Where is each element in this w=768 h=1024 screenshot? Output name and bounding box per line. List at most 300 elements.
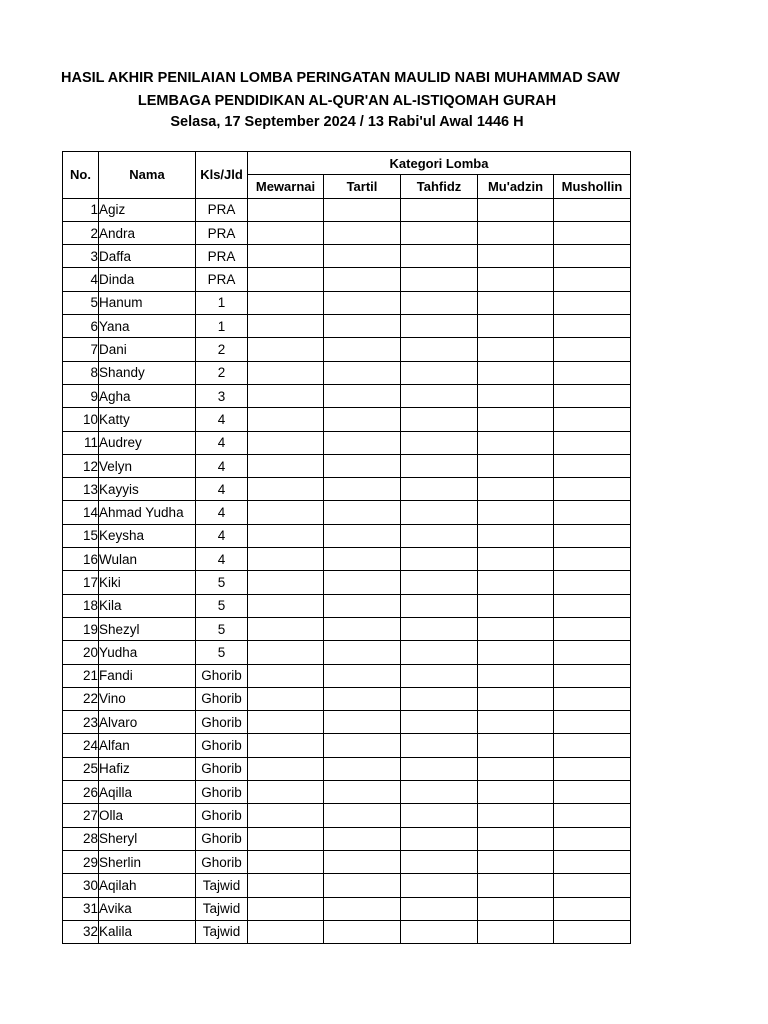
cell-no: 20 [63,641,99,664]
cell-score-tartil [324,734,401,757]
cell-score-mewarnai [248,221,324,244]
cell-score-mewarnai [248,548,324,571]
cell-score-muadzin [478,757,554,780]
cell-nama: Sheryl [99,827,196,850]
cell-score-muadzin [478,734,554,757]
cell-score-tartil [324,617,401,640]
title-line-3: Selasa, 17 September 2024 / 13 Rabi'ul Awal 1446 H [170,114,524,130]
cell-nama: Dinda [99,268,196,291]
table-row [63,827,631,850]
cell-score-tartil [324,454,401,477]
cell-score-tahfidz [401,920,478,943]
header-mewarnai: Mewarnai [248,175,324,198]
cell-score-muadzin [478,221,554,244]
cell-score-tahfidz [401,664,478,687]
cell-score-tahfidz [401,781,478,804]
table-row [63,221,631,244]
cell-score-mewarnai [248,781,324,804]
cell-score-tahfidz [401,361,478,384]
cell-nama: Kila [99,594,196,617]
cell-no: 27 [63,804,99,827]
cell-score-muadzin [478,384,554,407]
cell-score-tartil [324,291,401,314]
cell-score-tahfidz [401,221,478,244]
cell-score-tahfidz [401,850,478,873]
title-line-2: LEMBAGA PENDIDIKAN AL-QUR'AN AL-ISTIQOMAH GURAH [137,93,557,109]
cell-score-tartil [324,850,401,873]
cell-score-muadzin [478,920,554,943]
cell-kls-jld: Ghorib [196,757,248,780]
cell-kls-jld: 5 [196,571,248,594]
cell-score-mewarnai [248,384,324,407]
cell-score-mewarnai [248,431,324,454]
cell-score-mushollin [554,617,631,640]
cell-score-mushollin [554,734,631,757]
table-row [63,664,631,687]
cell-nama: Yana [99,315,196,338]
title-line-1: HASIL AKHIR PENILAIAN LOMBA PERINGATAN MAULID NABI MUHAMMAD SAW [61,70,620,86]
cell-score-muadzin [478,245,554,268]
cell-score-muadzin [478,315,554,338]
table-row [63,315,631,338]
table-row [63,687,631,710]
cell-nama: Kiki [99,571,196,594]
cell-kls-jld: 4 [196,408,248,431]
cell-score-tartil [324,781,401,804]
cell-score-tahfidz [401,734,478,757]
cell-score-tartil [324,501,401,524]
cell-score-muadzin [478,338,554,361]
cell-score-mewarnai [248,571,324,594]
cell-kls-jld: 4 [196,454,248,477]
cell-kls-jld: 5 [196,617,248,640]
cell-score-mewarnai [248,804,324,827]
cell-score-tahfidz [401,548,478,571]
header-tartil: Tartil [324,175,401,198]
cell-score-mushollin [554,431,631,454]
cell-no: 12 [63,454,99,477]
cell-score-tahfidz [401,268,478,291]
cell-score-mushollin [554,198,631,221]
cell-no: 11 [63,431,99,454]
cell-no: 19 [63,617,99,640]
cell-no: 21 [63,664,99,687]
cell-score-tartil [324,524,401,547]
cell-kls-jld: PRA [196,198,248,221]
cell-nama: Daffa [99,245,196,268]
cell-score-mushollin [554,827,631,850]
cell-no: 29 [63,850,99,873]
cell-score-mushollin [554,384,631,407]
cell-score-mushollin [554,524,631,547]
cell-score-mushollin [554,478,631,501]
cell-kls-jld: 1 [196,291,248,314]
cell-kls-jld: 2 [196,338,248,361]
cell-score-mushollin [554,874,631,897]
cell-score-tahfidz [401,478,478,501]
cell-score-mewarnai [248,198,324,221]
cell-score-muadzin [478,268,554,291]
cell-nama: Alfan [99,734,196,757]
cell-score-tartil [324,664,401,687]
cell-kls-jld: 5 [196,594,248,617]
cell-score-muadzin [478,501,554,524]
cell-score-mushollin [554,361,631,384]
cell-score-muadzin [478,361,554,384]
cell-kls-jld: Tajwid [196,897,248,920]
cell-score-tartil [324,874,401,897]
cell-nama: Agiz [99,198,196,221]
cell-score-muadzin [478,198,554,221]
cell-no: 18 [63,594,99,617]
cell-nama: Dani [99,338,196,361]
cell-score-muadzin [478,827,554,850]
cell-score-mushollin [554,221,631,244]
cell-score-tartil [324,431,401,454]
cell-nama: Andra [99,221,196,244]
cell-score-mewarnai [248,757,324,780]
cell-score-tahfidz [401,617,478,640]
cell-score-tahfidz [401,524,478,547]
cell-no: 8 [63,361,99,384]
cell-score-muadzin [478,804,554,827]
cell-score-tartil [324,571,401,594]
cell-score-tartil [324,594,401,617]
cell-kls-jld: 3 [196,384,248,407]
cell-score-tartil [324,827,401,850]
cell-score-mushollin [554,920,631,943]
cell-no: 26 [63,781,99,804]
cell-score-mushollin [554,291,631,314]
cell-no: 25 [63,757,99,780]
cell-no: 17 [63,571,99,594]
table-row [63,384,631,407]
table-row [63,874,631,897]
cell-no: 15 [63,524,99,547]
cell-score-mushollin [554,897,631,920]
cell-kls-jld: 5 [196,641,248,664]
cell-nama: Katty [99,408,196,431]
cell-nama: Avika [99,897,196,920]
table-row [63,711,631,734]
cell-score-tartil [324,221,401,244]
table-row [63,617,631,640]
table-row [63,338,631,361]
cell-score-tahfidz [401,454,478,477]
table-row [63,291,631,314]
table-row [63,268,631,291]
cell-score-tahfidz [401,431,478,454]
cell-score-tahfidz [401,384,478,407]
cell-nama: Velyn [99,454,196,477]
cell-nama: Hafiz [99,757,196,780]
cell-score-muadzin [478,548,554,571]
cell-score-mushollin [554,757,631,780]
cell-score-mewarnai [248,920,324,943]
cell-nama: Ahmad Yudha [99,501,196,524]
cell-score-mushollin [554,850,631,873]
cell-kls-jld: 4 [196,524,248,547]
cell-score-mushollin [554,408,631,431]
cell-no: 23 [63,711,99,734]
cell-score-mewarnai [248,478,324,501]
header-kls-jld: Kls/Jld [196,152,248,199]
cell-no: 10 [63,408,99,431]
header-no: No. [63,152,99,199]
cell-score-mushollin [554,338,631,361]
cell-kls-jld: Ghorib [196,827,248,850]
cell-score-mushollin [554,687,631,710]
cell-score-tahfidz [401,874,478,897]
cell-score-muadzin [478,291,554,314]
cell-kls-jld: Ghorib [196,850,248,873]
header-muadzin: Mu'adzin [478,175,554,198]
cell-score-tahfidz [401,687,478,710]
cell-score-tartil [324,687,401,710]
header-tahfidz: Tahfidz [401,175,478,198]
cell-score-mewarnai [248,897,324,920]
cell-score-muadzin [478,850,554,873]
cell-score-mewarnai [248,245,324,268]
cell-score-muadzin [478,478,554,501]
cell-score-tartil [324,478,401,501]
cell-score-mewarnai [248,874,324,897]
results-table [62,151,631,944]
cell-score-tahfidz [401,338,478,361]
cell-nama: Aqilla [99,781,196,804]
cell-score-tahfidz [401,291,478,314]
cell-no: 3 [63,245,99,268]
cell-score-muadzin [478,594,554,617]
cell-kls-jld: 4 [196,501,248,524]
cell-nama: Shezyl [99,617,196,640]
header-nama: Nama [99,152,196,199]
cell-no: 16 [63,548,99,571]
table-row [63,641,631,664]
table-row [63,781,631,804]
cell-nama: Wulan [99,548,196,571]
cell-score-muadzin [478,454,554,477]
cell-score-tahfidz [401,757,478,780]
cell-score-mushollin [554,641,631,664]
cell-kls-jld: 2 [196,361,248,384]
cell-score-tartil [324,361,401,384]
cell-score-mewarnai [248,617,324,640]
table-row [63,524,631,547]
table-row [63,804,631,827]
table-row [63,245,631,268]
cell-score-mushollin [554,315,631,338]
cell-score-mewarnai [248,408,324,431]
cell-score-mewarnai [248,641,324,664]
cell-score-mewarnai [248,291,324,314]
cell-score-tartil [324,245,401,268]
cell-no: 6 [63,315,99,338]
cell-score-tartil [324,338,401,361]
cell-no: 7 [63,338,99,361]
cell-no: 9 [63,384,99,407]
cell-score-mushollin [554,781,631,804]
cell-no: 31 [63,897,99,920]
table-row [63,897,631,920]
cell-score-tartil [324,897,401,920]
cell-score-tartil [324,268,401,291]
cell-kls-jld: 4 [196,478,248,501]
cell-score-tartil [324,757,401,780]
cell-score-tahfidz [401,408,478,431]
cell-score-tahfidz [401,594,478,617]
cell-score-muadzin [478,524,554,547]
cell-kls-jld: PRA [196,268,248,291]
cell-kls-jld: PRA [196,245,248,268]
cell-score-tartil [324,198,401,221]
cell-score-muadzin [478,571,554,594]
cell-no: 14 [63,501,99,524]
table-row [63,454,631,477]
cell-nama: Kayyis [99,478,196,501]
cell-nama: Aqilah [99,874,196,897]
table-row [63,757,631,780]
cell-nama: Kalila [99,920,196,943]
table-row [63,920,631,943]
table-row [63,198,631,221]
cell-nama: Keysha [99,524,196,547]
table-row [63,571,631,594]
cell-score-muadzin [478,781,554,804]
cell-score-tahfidz [401,711,478,734]
cell-score-mewarnai [248,664,324,687]
table-row [63,734,631,757]
cell-score-mewarnai [248,734,324,757]
cell-score-muadzin [478,711,554,734]
cell-score-muadzin [478,408,554,431]
cell-no: 22 [63,687,99,710]
cell-score-mushollin [554,501,631,524]
cell-nama: Yudha [99,641,196,664]
cell-no: 24 [63,734,99,757]
header-mushollin: Mushollin [554,175,631,198]
cell-kls-jld: Ghorib [196,734,248,757]
table-row [63,361,631,384]
cell-score-tahfidz [401,897,478,920]
cell-nama: Audrey [99,431,196,454]
cell-score-mewarnai [248,850,324,873]
table-row [63,431,631,454]
table-row [63,478,631,501]
cell-kls-jld: Ghorib [196,664,248,687]
cell-score-mushollin [554,548,631,571]
cell-kls-jld: PRA [196,221,248,244]
cell-score-muadzin [478,641,554,664]
cell-score-mushollin [554,454,631,477]
table-row [63,408,631,431]
cell-score-tahfidz [401,315,478,338]
table-row [63,501,631,524]
cell-score-tartil [324,711,401,734]
table-body [63,198,631,944]
cell-score-mewarnai [248,827,324,850]
cell-kls-jld: 4 [196,548,248,571]
cell-nama: Vino [99,687,196,710]
cell-score-muadzin [478,897,554,920]
cell-nama: Alvaro [99,711,196,734]
cell-score-muadzin [478,431,554,454]
cell-score-tartil [324,641,401,664]
cell-no: 4 [63,268,99,291]
cell-score-mushollin [554,594,631,617]
cell-kls-jld: Ghorib [196,804,248,827]
cell-no: 30 [63,874,99,897]
cell-nama: Agha [99,384,196,407]
cell-score-muadzin [478,687,554,710]
cell-kls-jld: 4 [196,431,248,454]
cell-score-muadzin [478,874,554,897]
cell-score-tartil [324,920,401,943]
cell-kls-jld: Ghorib [196,781,248,804]
cell-score-mewarnai [248,361,324,384]
cell-kls-jld: Tajwid [196,920,248,943]
cell-score-mewarnai [248,711,324,734]
cell-score-mushollin [554,711,631,734]
cell-score-tartil [324,384,401,407]
cell-score-muadzin [478,664,554,687]
table-row [63,594,631,617]
cell-nama: Fandi [99,664,196,687]
cell-nama: Olla [99,804,196,827]
cell-score-tahfidz [401,245,478,268]
table-row [63,548,631,571]
table-row [63,850,631,873]
cell-score-mewarnai [248,524,324,547]
cell-no: 13 [63,478,99,501]
cell-score-mushollin [554,245,631,268]
cell-score-tahfidz [401,804,478,827]
cell-score-mewarnai [248,594,324,617]
cell-score-mewarnai [248,501,324,524]
cell-score-mushollin [554,664,631,687]
cell-score-tartil [324,408,401,431]
cell-nama: Sherlin [99,850,196,873]
cell-no: 5 [63,291,99,314]
header-kategori-lomba: Kategori Lomba [248,152,631,175]
cell-nama: Shandy [99,361,196,384]
cell-kls-jld: 1 [196,315,248,338]
cell-score-tartil [324,548,401,571]
cell-score-mewarnai [248,338,324,361]
cell-score-tartil [324,804,401,827]
cell-kls-jld: Ghorib [196,687,248,710]
cell-no: 2 [63,221,99,244]
cell-score-mewarnai [248,687,324,710]
cell-score-mushollin [554,571,631,594]
cell-score-mewarnai [248,454,324,477]
cell-score-mushollin [554,268,631,291]
cell-score-tartil [324,315,401,338]
cell-score-mewarnai [248,315,324,338]
cell-no: 28 [63,827,99,850]
cell-kls-jld: Tajwid [196,874,248,897]
cell-score-tahfidz [401,827,478,850]
cell-score-mewarnai [248,268,324,291]
cell-no: 1 [63,198,99,221]
cell-score-tahfidz [401,571,478,594]
cell-score-tahfidz [401,501,478,524]
cell-kls-jld: Ghorib [196,711,248,734]
cell-score-mushollin [554,804,631,827]
cell-no: 32 [63,920,99,943]
cell-score-tahfidz [401,198,478,221]
cell-nama: Hanum [99,291,196,314]
